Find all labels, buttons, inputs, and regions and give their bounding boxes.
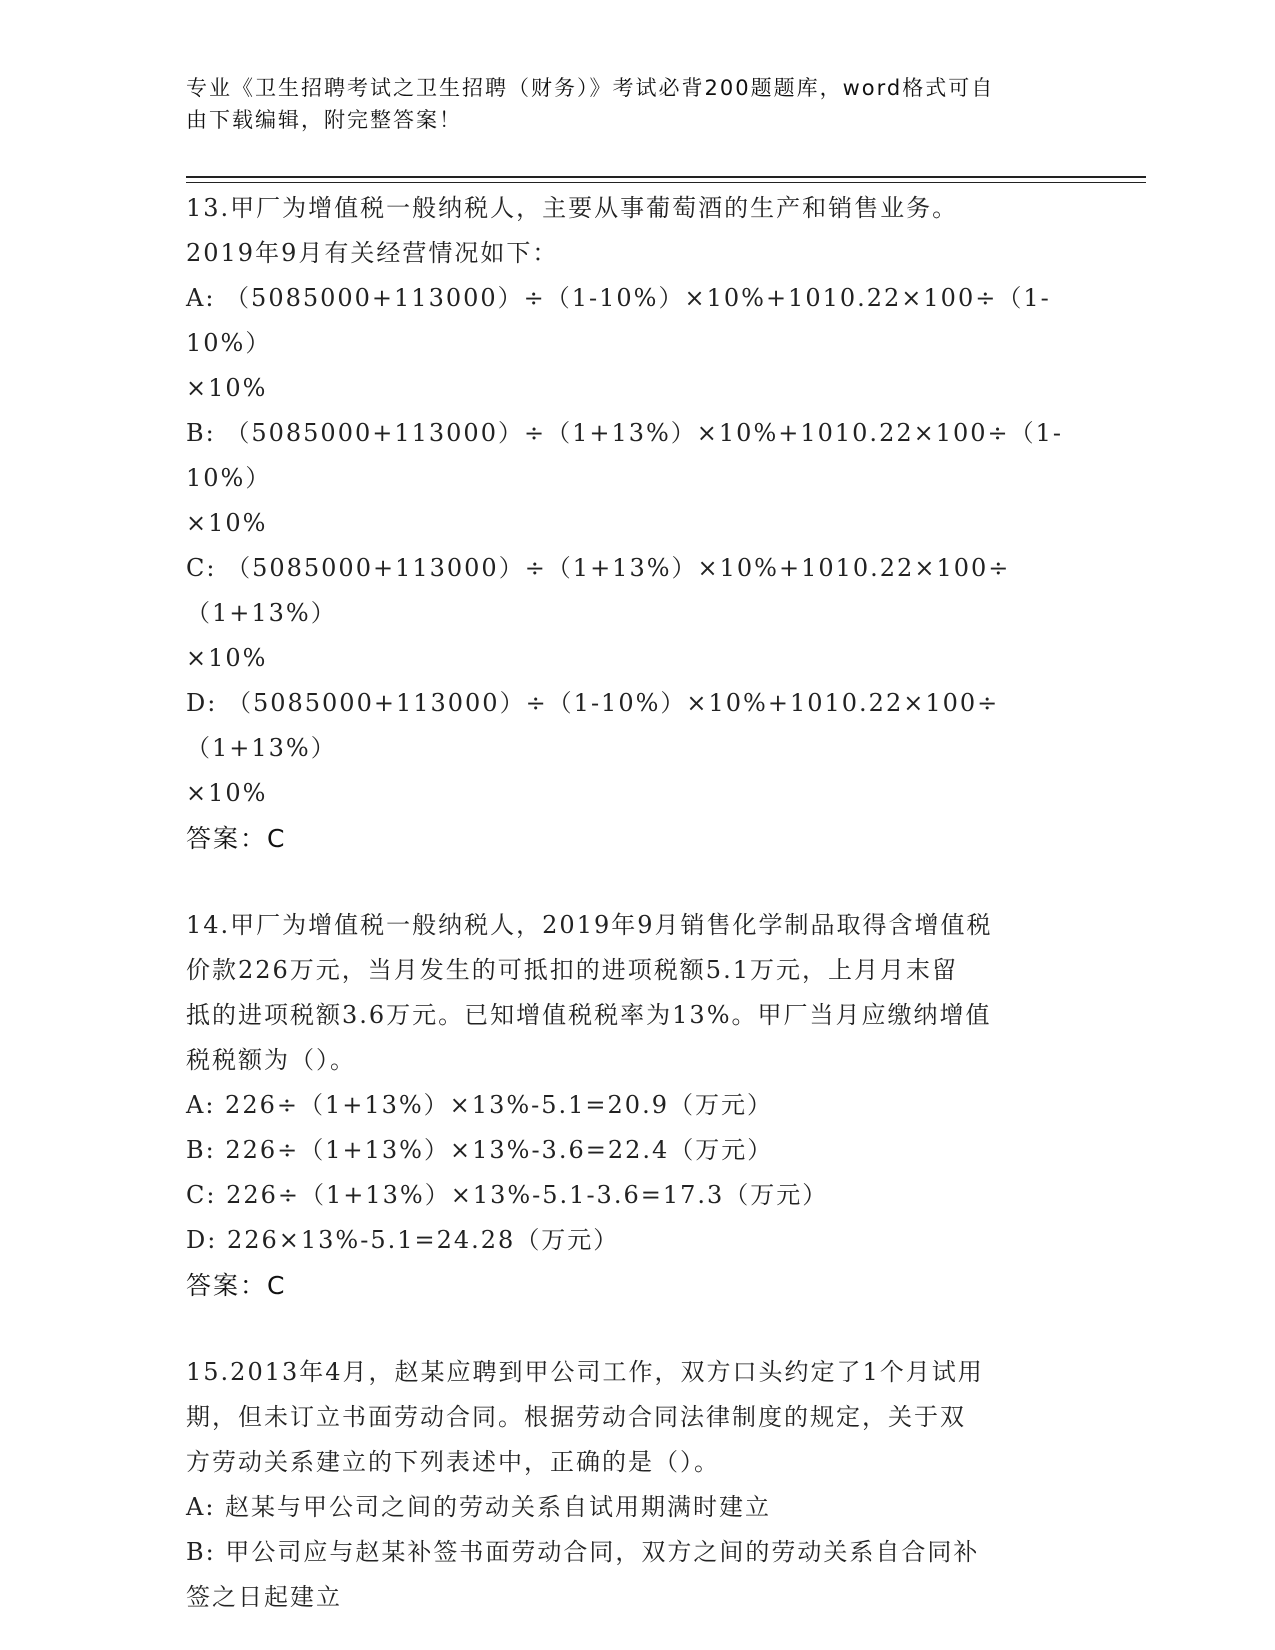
option-c-line: C: 226÷（1+13%）×13%-5.1-3.6=17.3（万元） [186, 1181, 829, 1209]
question-stem-line: 期，但未订立书面劳动合同。根据劳动合同法律制度的规定，关于双 [186, 1403, 966, 1431]
option-b-line: ×10% [186, 509, 268, 537]
question-spacer [186, 861, 1086, 903]
question-spacer [186, 1308, 1086, 1350]
option-b-line: B: 226÷（1+13%）×13%-3.6=22.4（万元） [186, 1136, 774, 1164]
question-stem-line: 2019年9月有关经营情况如下： [186, 239, 559, 267]
option-b-line: B: 甲公司应与赵某补签书面劳动合同，双方之间的劳动关系自合同补 [186, 1538, 980, 1566]
answer-line: 答案：C [186, 1271, 287, 1300]
option-b-line: B: （5085000+113000）÷（1+13%）×10%+1010.22×100÷（1-10%） [186, 419, 1064, 492]
option-b-line: 签之日起建立 [186, 1583, 342, 1611]
answer-line: 答案：C [186, 824, 287, 853]
header-rule-thick [186, 176, 1146, 178]
option-d-line: D: （5085000+113000）÷（1-10%）×10%+1010.22×100÷（1+13%） [186, 689, 1000, 762]
question-stem-line: 14.甲厂为增值税一般纳税人，2019年9月销售化学制品取得含增值税 [186, 911, 993, 939]
question-stem-line: 抵的进项税额3.6万元。已知增值税税率为13%。甲厂当月应缴纳增值 [186, 1001, 992, 1029]
question-15 [186, 1350, 1086, 1620]
question-stem-line: 13.甲厂为增值税一般纳税人，主要从事葡萄酒的生产和销售业务。 [186, 194, 959, 222]
header-rule-thin [186, 182, 1146, 183]
header-line-1: 专业《卫生招聘考试之卫生招聘（财务）》考试必背200题题库，word格式可自 [186, 76, 995, 100]
option-d-line: D: 226×13%-5.1=24.28（万元） [186, 1226, 620, 1254]
option-c-line: ×10% [186, 644, 268, 672]
question-stem-line: 税税额为（）。 [186, 1046, 356, 1074]
question-stem-line: 价款226万元，当月发生的可抵扣的进项税额5.1万元，上月月末留 [186, 956, 958, 984]
option-a-line: A: （5085000+113000）÷（1-10%）×10%+1010.22×100÷（1-10%） [186, 284, 1051, 357]
option-d-line: ×10% [186, 779, 268, 807]
question-stem-line: 15.2013年4月，赵某应聘到甲公司工作，双方口头约定了1个月试用 [186, 1358, 984, 1386]
option-c-line: C: （5085000+113000）÷（1+13%）×10%+1010.22×100÷（1+13%） [186, 554, 1011, 627]
question-stem-line: 方劳动关系建立的下列表述中，正确的是（）。 [186, 1448, 720, 1476]
option-a-line: A: 226÷（1+13%）×13%-5.1=20.9（万元） [186, 1091, 773, 1119]
question-list [186, 186, 1086, 1620]
option-a-line: A: 赵某与甲公司之间的劳动关系自试用期满时建立 [186, 1493, 772, 1521]
header-line-2: 由下载编辑，附完整答案！ [186, 108, 462, 132]
document-header [186, 72, 1066, 136]
question-13 [186, 186, 1086, 861]
question-14 [186, 903, 1086, 1308]
option-a-line: ×10% [186, 374, 268, 402]
